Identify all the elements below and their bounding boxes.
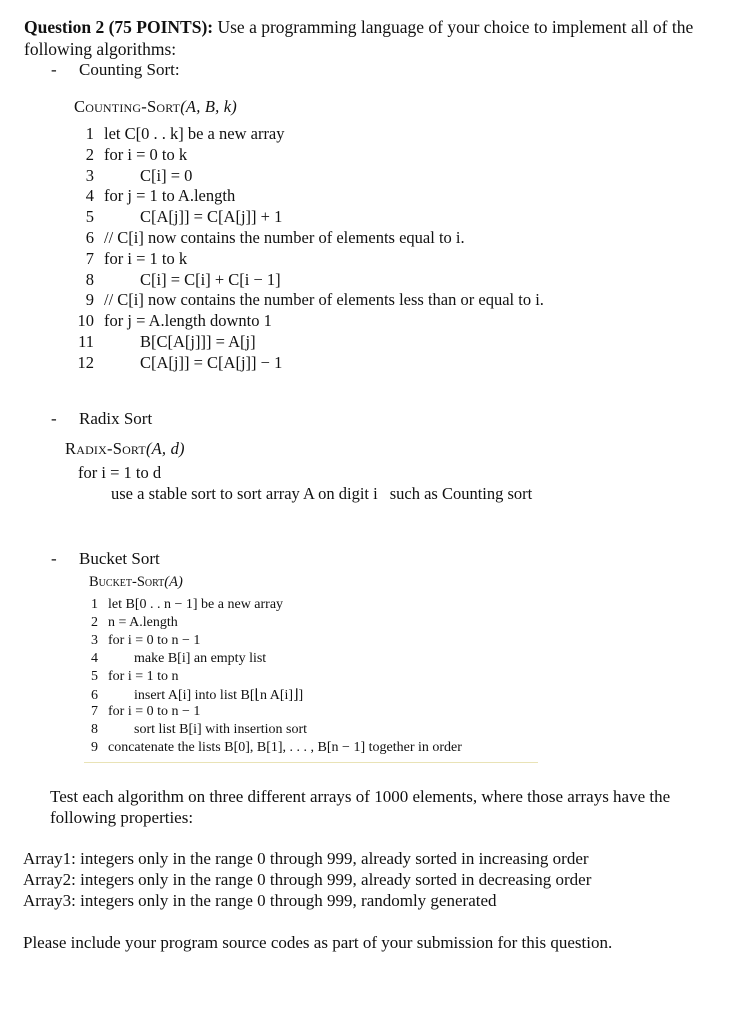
line-number: 6 xyxy=(91,687,98,703)
line-text: n = A.length xyxy=(108,614,178,630)
question-heading: Question 2 (75 POINTS): xyxy=(24,17,214,37)
line-text: for i = 1 to k xyxy=(104,248,188,268)
line-number: 2 xyxy=(85,144,94,164)
line-number: 6 xyxy=(85,228,94,247)
line-text: for i = 0 to k xyxy=(104,144,188,164)
algo-title-bucket xyxy=(89,574,183,591)
algo-name-counting: Counting-Sort xyxy=(74,97,181,116)
line-text: let C[0 . . k] be a new array xyxy=(104,124,285,143)
algo-name-bucket: Bucket-Sort xyxy=(89,574,165,590)
algo-name-radix: Radix-Sort xyxy=(65,439,146,458)
algo-title-counting xyxy=(74,97,237,117)
counting-line xyxy=(74,249,187,269)
test-paragraph: Test each algorithm on three different arrays of 1000 elements, where those arrays have the following properties: xyxy=(50,787,671,827)
section-title-counting: Counting Sort: xyxy=(79,60,180,79)
question-body: Use a programming language of your choice to implement all of the following algorithms: xyxy=(24,17,694,59)
line-number: 9 xyxy=(85,290,94,310)
line-text: C[i] = C[i] + C[i − 1] xyxy=(140,269,281,289)
line-text: B[C[A[j]]] = A[j] xyxy=(140,332,256,351)
bucket-line xyxy=(84,669,179,685)
counting-line xyxy=(74,332,256,352)
line-number: 4 xyxy=(85,186,94,206)
line-text: sort list B[i] with insertion sort xyxy=(134,722,308,738)
bucket-line xyxy=(84,651,266,667)
line-number: 5 xyxy=(85,207,94,227)
line-number: 8 xyxy=(85,269,94,289)
array-2: Array2: integers only in the range 0 through 999, already sorted in decreasing order xyxy=(23,870,592,889)
line-text: for j = 1 to A.length xyxy=(104,186,236,206)
line-number: 11 xyxy=(78,332,94,351)
array-1: Array1: integers only in the range 0 through 999, already sorted in increasing order xyxy=(23,849,589,868)
line-number: 10 xyxy=(77,311,94,331)
section-title-radix: Radix Sort xyxy=(79,409,153,428)
line-text: C[i] = 0 xyxy=(140,165,193,185)
line-number: 3 xyxy=(85,165,94,185)
radix-line-1: for i = 1 to d xyxy=(78,463,162,482)
line-text: for j = A.length downto 1 xyxy=(104,311,272,331)
counting-line xyxy=(74,186,235,206)
radix-line-2-extra: such as Counting sort xyxy=(389,484,533,503)
counting-line xyxy=(74,228,465,248)
line-text: // C[i] now contains the number of elements less than or equal to i. xyxy=(104,290,544,310)
counting-line xyxy=(74,311,272,331)
line-number: 12 xyxy=(77,352,94,372)
line-text: C[A[j]] = C[A[j]] − 1 xyxy=(140,352,283,372)
line-number: 9 xyxy=(91,740,98,756)
line-number: 8 xyxy=(91,722,98,738)
counting-line xyxy=(74,353,282,373)
divider xyxy=(84,762,538,763)
line-number: 5 xyxy=(91,668,98,684)
bucket-line xyxy=(84,687,303,704)
radix-line-2-main: use a stable sort to sort array A on digit i xyxy=(111,484,378,503)
array-3: Array3: integers only in the range 0 through 999, randomly generated xyxy=(23,891,497,910)
section-title-bucket: Bucket Sort xyxy=(79,549,160,568)
bucket-line xyxy=(84,704,200,720)
bullet-radix: - xyxy=(51,409,57,428)
line-number: 4 xyxy=(91,650,98,666)
bucket-line xyxy=(84,633,200,649)
closing-text: Please include your program source codes as part of your submission for this question. xyxy=(23,933,613,952)
counting-line xyxy=(74,166,192,186)
bucket-line xyxy=(84,722,307,738)
line-text: make B[i] an empty list xyxy=(134,650,267,666)
algo-args-bucket: (A) xyxy=(164,574,183,590)
line-number: 1 xyxy=(85,124,94,143)
line-text: for i = 1 to n xyxy=(108,668,179,684)
bucket-line xyxy=(84,740,462,756)
line-number: 1 xyxy=(91,597,98,612)
line-text: for i = 0 to n − 1 xyxy=(108,704,201,720)
line-text: let B[0 . . n − 1] be a new array xyxy=(108,597,284,612)
bullet-bucket: - xyxy=(51,549,57,568)
line-text: concatenate the lists B[0], B[1], . . . , B[n − 1] together in order xyxy=(108,740,462,756)
counting-line xyxy=(74,290,544,310)
line-number: 2 xyxy=(91,614,98,630)
counting-line xyxy=(74,145,187,165)
radix-line-2 xyxy=(111,484,532,504)
bucket-line xyxy=(84,615,178,631)
counting-line xyxy=(74,207,282,227)
line-text: C[A[j]] = C[A[j]] + 1 xyxy=(140,207,283,227)
bucket-line xyxy=(84,597,283,613)
counting-line xyxy=(74,270,281,290)
line-text: for i = 0 to n − 1 xyxy=(108,632,201,648)
line-number: 7 xyxy=(85,248,94,268)
algo-args-radix: (A, d) xyxy=(145,439,185,458)
counting-line xyxy=(74,124,285,144)
algo-args-counting: (A, B, k) xyxy=(180,97,237,116)
line-number: 3 xyxy=(91,632,98,648)
line-number: 7 xyxy=(91,704,98,720)
bullet-counting: - xyxy=(51,60,57,79)
algo-title-radix xyxy=(65,439,185,459)
line-text: insert A[i] into list B[⌊n A[i]⌋] xyxy=(134,687,304,703)
line-text: // C[i] now contains the number of elements equal to i. xyxy=(104,228,465,247)
question-text xyxy=(24,16,734,60)
